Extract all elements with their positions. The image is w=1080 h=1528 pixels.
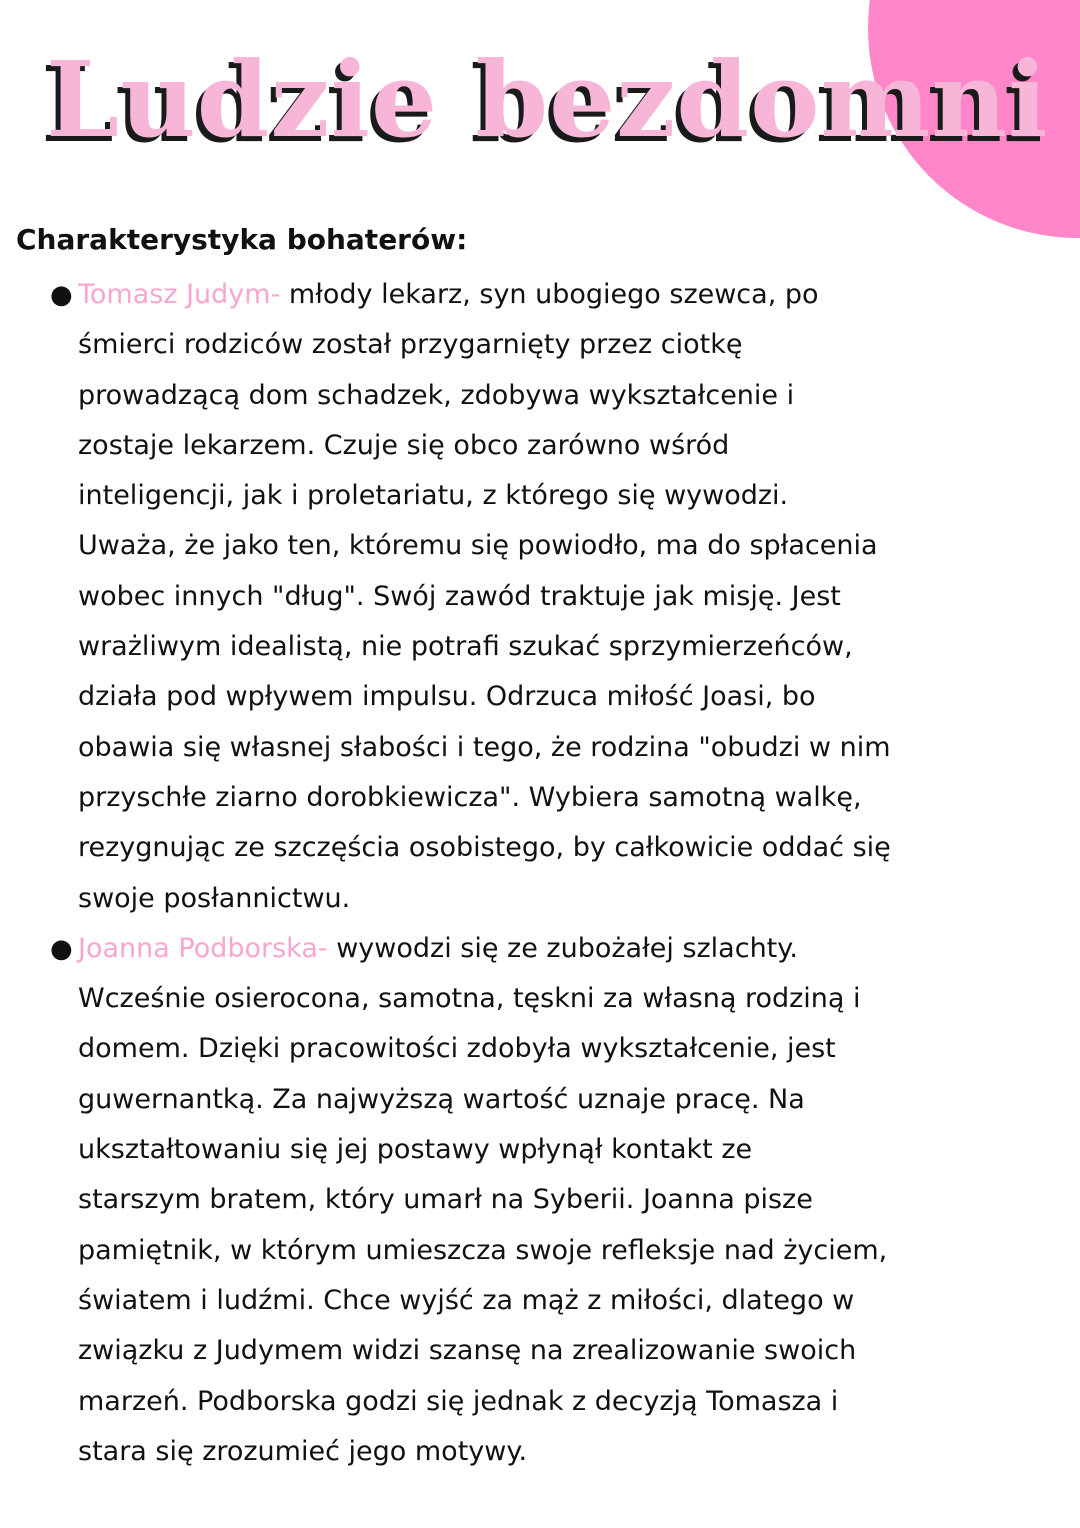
text-line: przyschłe ziarno dorobkiewicza". Wybiera samotną walkę, <box>78 781 862 813</box>
text-line: wobec innych "dług". Swój zawód traktuje jak misję. Jest <box>78 580 841 612</box>
text-line: inteligencji, jak i proletariatu, z którego się wywodzi. <box>78 480 789 512</box>
text-line: starszym bratem, który umarł na Syberii. Joanna pisze <box>78 1184 813 1216</box>
text-line: prowadzącą dom schadzek, zdobywa wykształcenie i <box>78 379 795 411</box>
text-line: Wcześnie osierocona, samotna, tęskni za własną rodziną i <box>78 983 861 1015</box>
character-name: Joanna Podborska- <box>78 932 328 964</box>
text-line: swoje posłannictwu. <box>78 882 351 914</box>
character-first-line <box>78 270 1068 320</box>
page-title: Ludzie bezdomni <box>46 38 1049 161</box>
text-line: pamiętnik, w którym umieszcza swoje refleksje nad życiem, <box>78 1234 888 1266</box>
text-line: marzeń. Podborska godzi się jednak z decyzją Tomasza i <box>78 1385 839 1417</box>
text-line: śmierci rodziców został przygarnięty przez ciotkę <box>78 329 743 361</box>
bullet-icon: ● <box>50 933 73 964</box>
character-intro: młody lekarz, syn ubogiego szewca, po <box>280 279 819 310</box>
text-line: Uważa, że jako ten, któremu się powiodło, ma do spłacenia <box>78 530 878 562</box>
text-line: rezygnując ze szczęścia osobistego, by całkowicie oddać się <box>78 832 891 864</box>
character-first-line <box>78 924 1068 974</box>
text-line: guwernantką. Za najwyższą wartość uznaje pracę. Na <box>78 1083 805 1115</box>
character-list <box>0 270 1080 1477</box>
text-line: ukształtowaniu się jej postawy wpłynął kontakt ze <box>78 1134 753 1166</box>
section-heading: Charakterystyka bohaterów: <box>16 223 468 256</box>
text-line: obawia się własnej słabości i tego, że rodzina "obudzi w nim <box>78 731 891 763</box>
character-name: Tomasz Judym- <box>78 279 281 310</box>
text-line: wrażliwym idealistą, nie potrafi szukać sprzymierzeńców, <box>78 631 853 663</box>
text-line: domem. Dzięki pracowitości zdobyła wykształcenie, jest <box>78 1033 836 1065</box>
text-line: działa pod wpływem impulsu. Odrzuca miłość Joasi, bo <box>78 681 816 713</box>
list-item-joanna-podborska <box>0 924 1080 1477</box>
list-item-tomasz-judym <box>0 270 1080 924</box>
text-line: światem i ludźmi. Chce wyjść za mąż z miłości, dlatego w <box>78 1284 855 1316</box>
text-line: zostaje lekarzem. Czuje się obco zarówno wśród <box>78 429 730 461</box>
bullet-icon: ● <box>50 280 73 310</box>
text-line: związku z Judymem widzi szansę na zrealizowanie swoich <box>78 1335 857 1367</box>
character-intro: wywodzi się ze zubożałej szlachty. <box>327 932 798 964</box>
text-line: stara się zrozumieć jego motywy. <box>78 1435 528 1467</box>
